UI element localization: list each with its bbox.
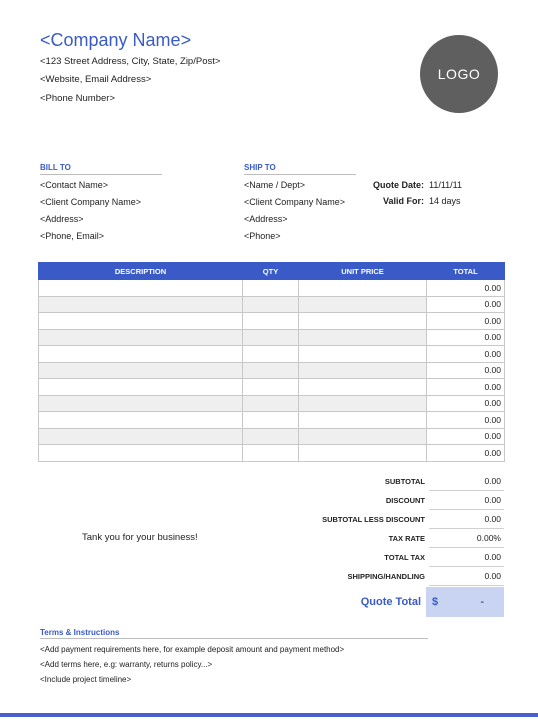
description-cell[interactable] bbox=[39, 280, 243, 297]
ship-to-line: <Client Company Name> bbox=[244, 197, 346, 207]
summary-subtotal bbox=[300, 472, 504, 491]
description-cell[interactable] bbox=[39, 379, 243, 396]
subtotal-value: 0.00 bbox=[429, 473, 504, 491]
total-cell: 0.00 bbox=[427, 362, 505, 379]
total-tax-label: TOTAL TAX bbox=[384, 553, 425, 562]
ship-to-line: <Address> bbox=[244, 214, 288, 224]
unit-price-cell[interactable] bbox=[299, 313, 427, 330]
subtotal-less-discount-value: 0.00 bbox=[429, 511, 504, 529]
valid-for-value: 14 days bbox=[429, 196, 461, 206]
table-row bbox=[39, 379, 505, 396]
ship-to-line: <Phone> bbox=[244, 231, 281, 241]
description-cell[interactable] bbox=[39, 346, 243, 363]
summary-discount bbox=[300, 491, 504, 510]
col-header-unit-price: UNIT PRICE bbox=[299, 263, 427, 280]
summary-total-tax bbox=[300, 548, 504, 567]
qty-cell[interactable] bbox=[243, 329, 299, 346]
description-cell[interactable] bbox=[39, 445, 243, 462]
description-cell[interactable] bbox=[39, 313, 243, 330]
description-cell[interactable] bbox=[39, 296, 243, 313]
qty-cell[interactable] bbox=[243, 296, 299, 313]
shipping-label: SHIPPING/HANDLING bbox=[347, 572, 425, 581]
total-cell: 0.00 bbox=[427, 329, 505, 346]
total-cell: 0.00 bbox=[427, 313, 505, 330]
unit-price-cell[interactable] bbox=[299, 280, 427, 297]
unit-price-cell[interactable] bbox=[299, 296, 427, 313]
quote-total-label: Quote Total bbox=[360, 596, 421, 608]
valid-for-label: Valid For: bbox=[382, 196, 424, 206]
table-row bbox=[39, 346, 505, 363]
summary-tax-rate bbox=[300, 529, 504, 548]
total-tax-value: 0.00 bbox=[429, 549, 504, 567]
bill-to-line: <Contact Name> bbox=[40, 180, 109, 190]
quote-date-label: Quote Date: bbox=[372, 180, 424, 190]
unit-price-cell[interactable] bbox=[299, 428, 427, 445]
description-cell[interactable] bbox=[39, 428, 243, 445]
terms-line: <Add payment requirements here, for example deposit amount and payment method> bbox=[40, 645, 345, 654]
unit-price-cell[interactable] bbox=[299, 362, 427, 379]
table-row bbox=[39, 362, 505, 379]
qty-cell[interactable] bbox=[243, 428, 299, 445]
terms-line: <Add terms here, e.g: warranty, returns policy...> bbox=[40, 660, 213, 669]
qty-cell[interactable] bbox=[243, 313, 299, 330]
qty-cell[interactable] bbox=[243, 395, 299, 412]
ship-to-heading: SHIP TO bbox=[244, 163, 356, 175]
ship-to-line: <Name / Dept> bbox=[244, 180, 306, 190]
total-cell: 0.00 bbox=[427, 445, 505, 462]
total-cell: 0.00 bbox=[427, 395, 505, 412]
col-header-qty: QTY bbox=[243, 263, 299, 280]
unit-price-cell[interactable] bbox=[299, 412, 427, 429]
description-cell[interactable] bbox=[39, 395, 243, 412]
qty-cell[interactable] bbox=[243, 280, 299, 297]
total-cell: 0.00 bbox=[427, 412, 505, 429]
shipping-value[interactable]: 0.00 bbox=[429, 568, 504, 586]
table-row bbox=[39, 395, 505, 412]
quote-total-box bbox=[426, 587, 504, 617]
logo-placeholder: LOGO bbox=[420, 35, 498, 113]
total-cell: 0.00 bbox=[427, 379, 505, 396]
summary-shipping bbox=[300, 567, 504, 586]
company-name: <Company Name> bbox=[40, 30, 192, 50]
tax-rate-label: TAX RATE bbox=[388, 534, 425, 543]
subtotal-less-discount-label: SUBTOTAL LESS DISCOUNT bbox=[322, 515, 425, 524]
company-address: <123 Street Address, City, State, Zip/Post> bbox=[40, 56, 221, 67]
unit-price-cell[interactable] bbox=[299, 329, 427, 346]
qty-cell[interactable] bbox=[243, 445, 299, 462]
qty-cell[interactable] bbox=[243, 379, 299, 396]
bill-to-line: <Address> bbox=[40, 214, 84, 224]
line-items-table bbox=[38, 262, 505, 462]
terms-line: <Include project timeline> bbox=[40, 675, 132, 684]
summary-subtotal-less-discount bbox=[300, 510, 504, 529]
description-cell[interactable] bbox=[39, 329, 243, 346]
discount-label: DISCOUNT bbox=[385, 496, 425, 505]
terms-heading: Terms & Instructions bbox=[40, 628, 428, 639]
discount-value[interactable]: 0.00 bbox=[429, 492, 504, 510]
table-header-row bbox=[39, 263, 505, 280]
company-web: <Website, Email Address> bbox=[40, 74, 152, 85]
unit-price-cell[interactable] bbox=[299, 445, 427, 462]
qty-cell[interactable] bbox=[243, 362, 299, 379]
bill-to-heading: BILL TO bbox=[40, 163, 162, 175]
bill-to-line: <Phone, Email> bbox=[40, 231, 105, 241]
total-cell: 0.00 bbox=[427, 346, 505, 363]
unit-price-cell[interactable] bbox=[299, 379, 427, 396]
qty-cell[interactable] bbox=[243, 412, 299, 429]
unit-price-cell[interactable] bbox=[299, 395, 427, 412]
description-cell[interactable] bbox=[39, 412, 243, 429]
company-phone: <Phone Number> bbox=[40, 93, 115, 104]
unit-price-cell[interactable] bbox=[299, 346, 427, 363]
thank-you-note: Tank you for your business! bbox=[82, 532, 198, 543]
currency-symbol: $ bbox=[432, 596, 439, 608]
table-row bbox=[39, 445, 505, 462]
subtotal-label: SUBTOTAL bbox=[384, 477, 425, 486]
total-cell: 0.00 bbox=[427, 296, 505, 313]
total-cell: 0.00 bbox=[427, 428, 505, 445]
table-row bbox=[39, 296, 505, 313]
table-row bbox=[39, 428, 505, 445]
table-row bbox=[39, 280, 505, 297]
quote-total-value: - bbox=[480, 596, 484, 608]
tax-rate-value[interactable]: 0.00% bbox=[429, 530, 504, 548]
footer-bar bbox=[0, 713, 538, 717]
description-cell[interactable] bbox=[39, 362, 243, 379]
qty-cell[interactable] bbox=[243, 346, 299, 363]
col-header-total: TOTAL bbox=[427, 263, 505, 280]
bill-to-line: <Client Company Name> bbox=[40, 197, 142, 207]
total-cell: 0.00 bbox=[427, 280, 505, 297]
table-row bbox=[39, 313, 505, 330]
col-header-description: DESCRIPTION bbox=[39, 263, 243, 280]
table-row bbox=[39, 412, 505, 429]
table-row bbox=[39, 329, 505, 346]
quote-date-value: 11/11/11 bbox=[429, 180, 463, 190]
